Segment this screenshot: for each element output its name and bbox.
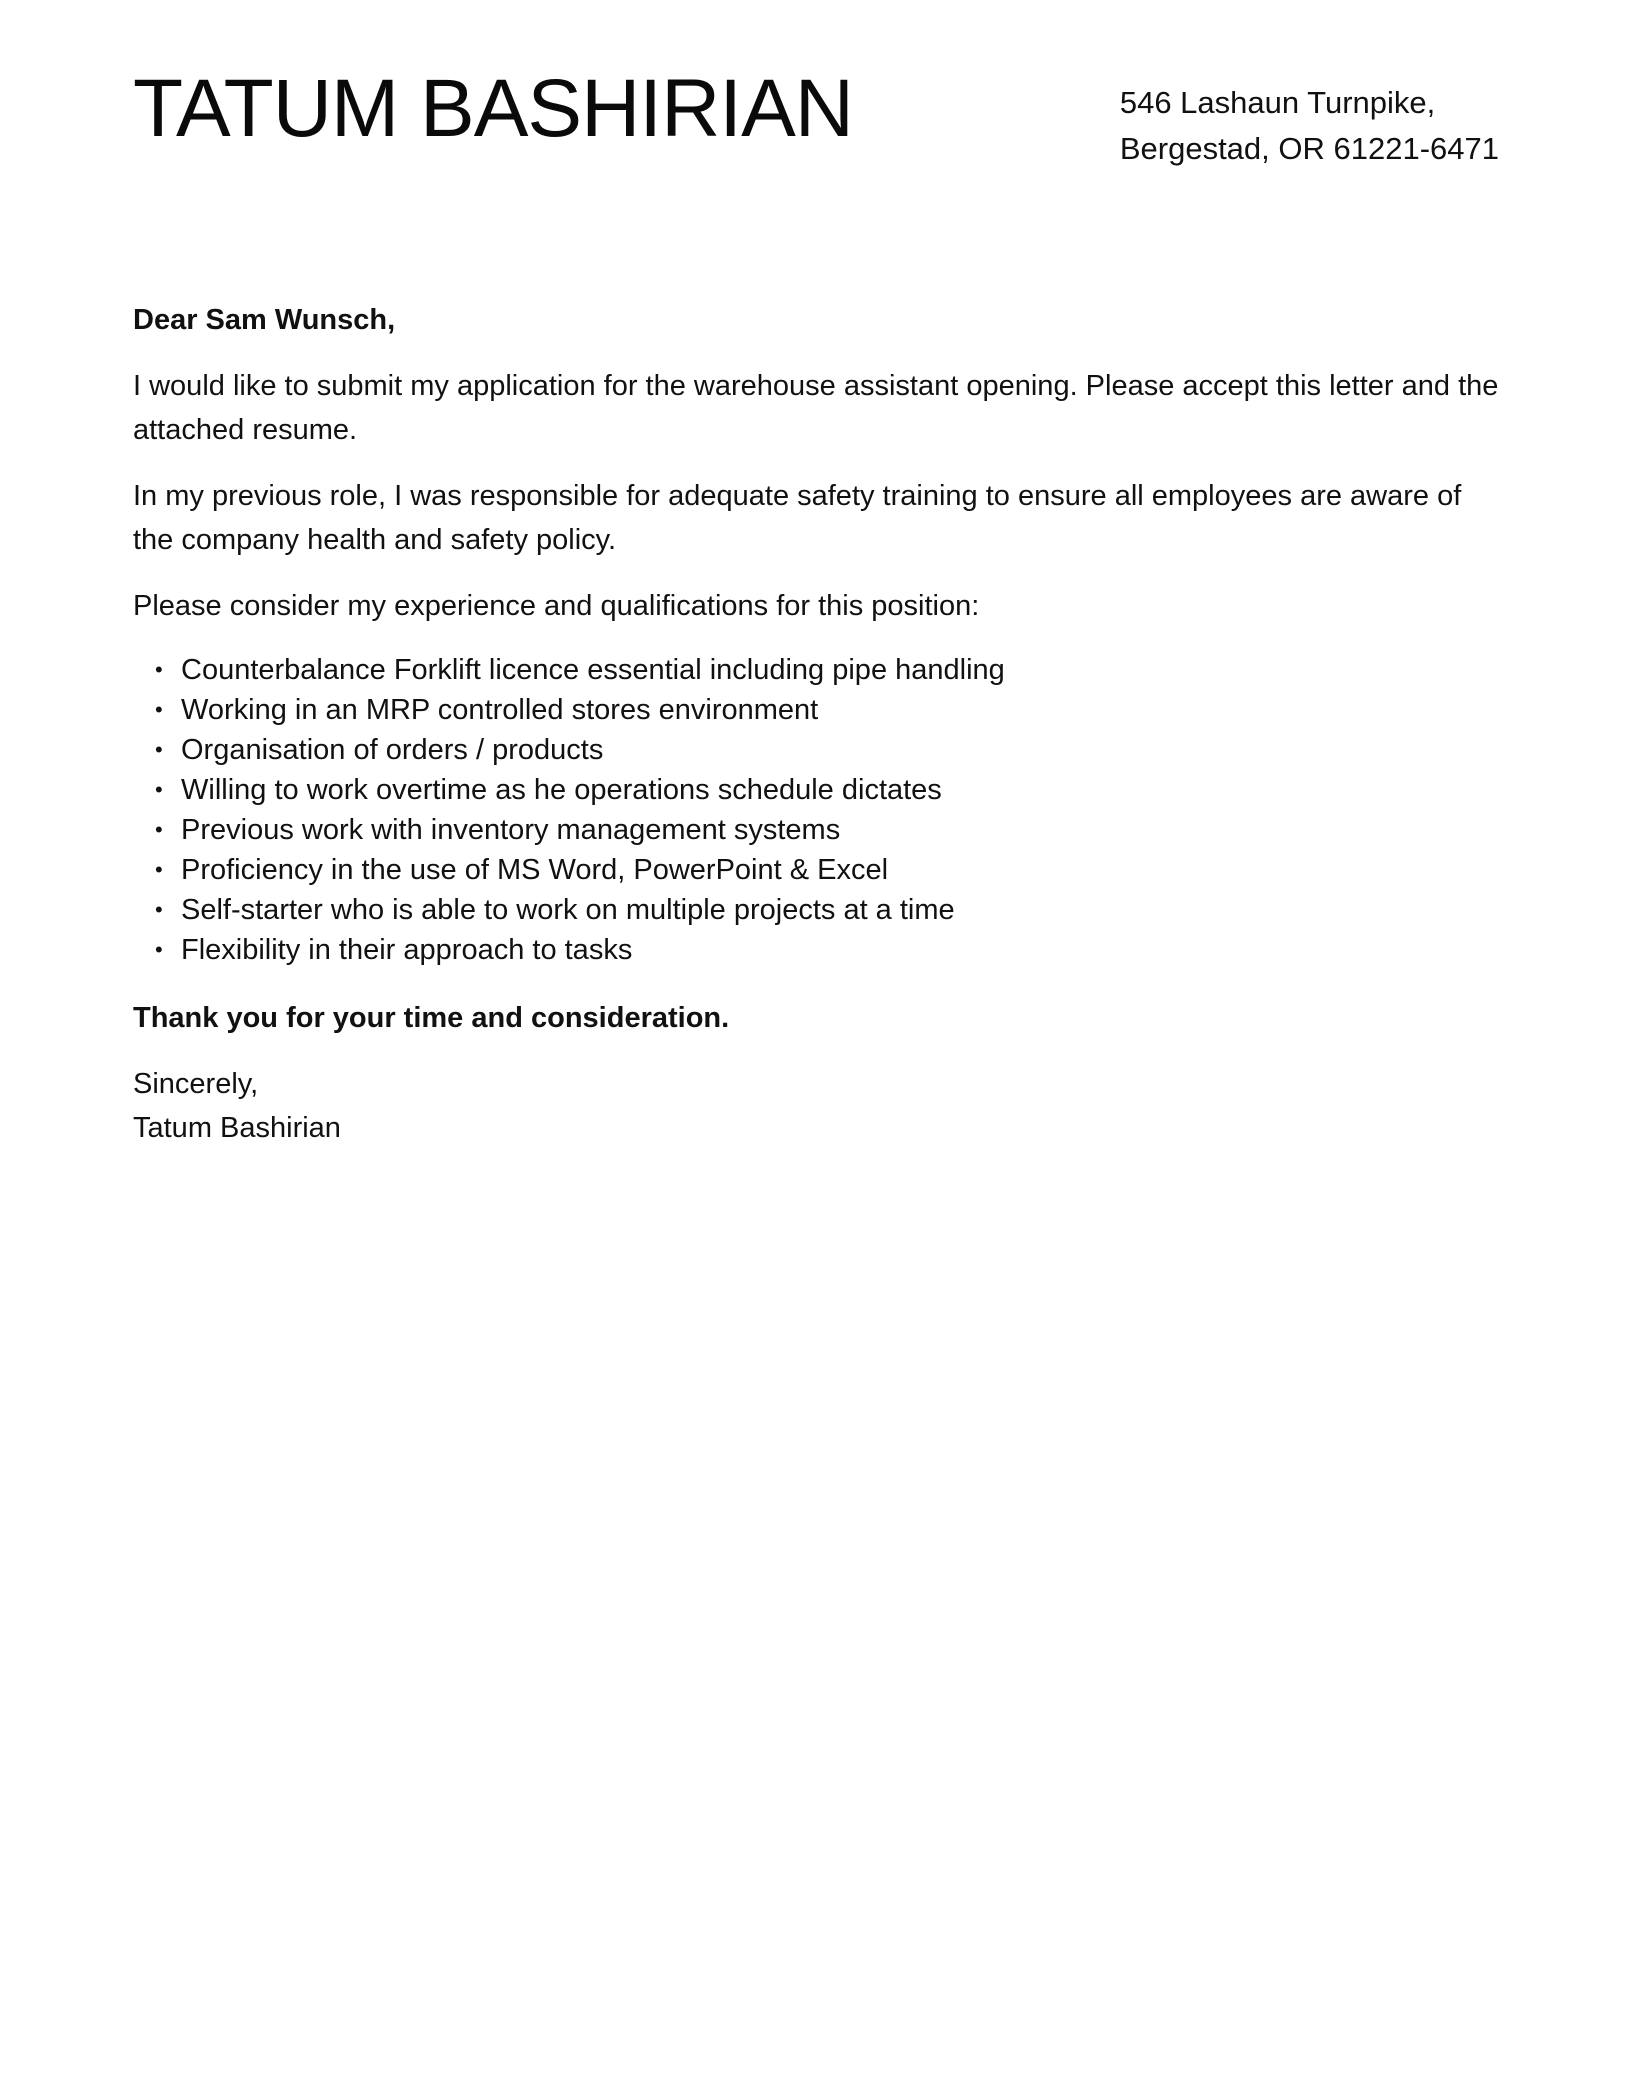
qualification-text: Organisation of orders / products (181, 734, 604, 766)
bullet-icon: • (155, 777, 163, 802)
bullet-icon: • (155, 937, 163, 962)
qualification-text: Counterbalance Forklift licence essential including pipe handling (181, 654, 1005, 686)
address-line-1: 546 Lashaun Turnpike, (1119, 85, 1436, 120)
bullet-icon: • (155, 817, 163, 842)
letter-header (133, 0, 1499, 166)
bullet-icon: • (155, 657, 163, 682)
qualification-text: Previous work with inventory management systems (181, 814, 841, 846)
qualification-text: Proficiency in the use of MS Word, PowerPoint & Excel (181, 854, 889, 886)
list-item (155, 810, 1499, 850)
applicant-address (1120, 80, 1499, 172)
thanks-line: Thank you for your time and consideration. (133, 1002, 730, 1034)
list-item (155, 730, 1499, 770)
list-item (155, 930, 1499, 970)
bullet-icon: • (155, 897, 163, 922)
qualifications-intro: Please consider my experience and qualifications for this position: (133, 590, 980, 622)
bullet-icon: • (155, 697, 163, 722)
bullet-icon: • (155, 737, 163, 762)
experience-paragraph: In my previous role, I was responsible for adequate safety training to ensure all employees are aware of the company health and safety policy. (133, 480, 1462, 556)
closing: Sincerely, (133, 1068, 259, 1100)
signature-name: Tatum Bashirian (133, 1112, 341, 1144)
list-item (155, 850, 1499, 890)
intro-paragraph: I would like to submit my application for the warehouse assistant opening. Please accept this letter and the attached resume. (133, 370, 1499, 446)
salutation: Dear Sam Wunsch, (133, 304, 396, 336)
letter-body (133, 298, 1499, 1150)
qualification-text: Flexibility in their approach to tasks (181, 934, 633, 966)
list-item (155, 770, 1499, 810)
qualification-text: Self-starter who is able to work on multiple projects at a time (181, 894, 955, 926)
applicant-name: TATUM BASHIRIAN (133, 63, 853, 154)
list-item (155, 650, 1499, 690)
list-item (155, 890, 1499, 930)
address-line-2: Bergestad, OR 61221-6471 (1119, 131, 1499, 166)
bullet-icon: • (155, 857, 163, 882)
signoff (133, 1062, 1499, 1150)
qualification-text: Willing to work overtime as he operations schedule dictates (181, 774, 942, 806)
qualifications-list (133, 650, 1499, 970)
qualification-text: Working in an MRP controlled stores environment (181, 694, 819, 726)
list-item (155, 690, 1499, 730)
